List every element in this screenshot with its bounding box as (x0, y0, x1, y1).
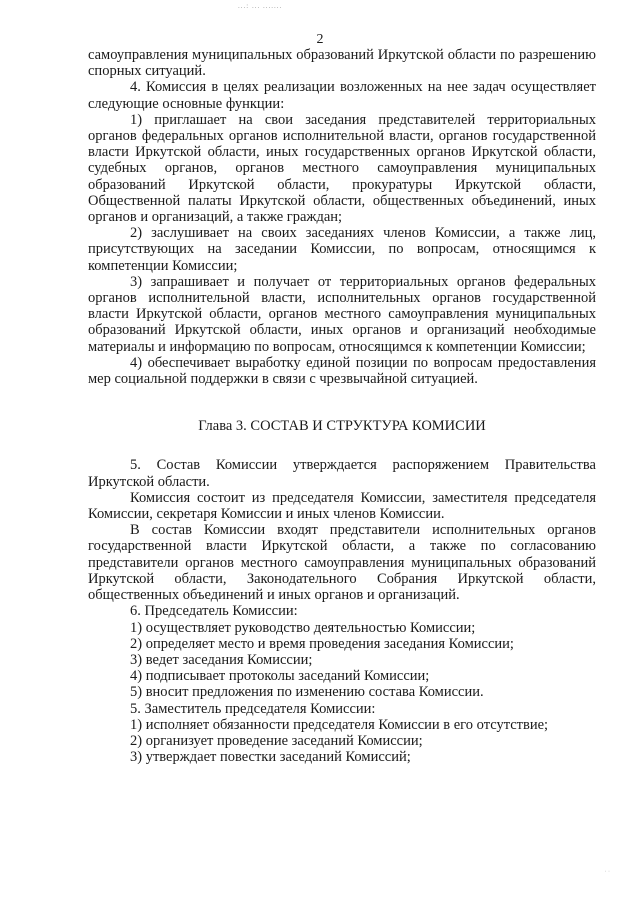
list-item: 1) исполняет обязанности председателя Комиссии в его отсутствие; (130, 716, 549, 733)
scan-speckle: · · (604, 869, 610, 875)
document-body (88, 47, 596, 765)
paragraph: 4. Комиссия в целях реализации возложенных на нее задач осуществляет следующие основные функции: (88, 79, 596, 112)
section-heading: 6. Председатель Комиссии: (130, 603, 298, 620)
list-item: 1) приглашает на свои заседания представителей территориальных органов федеральных органов исполнительной власти, органов государственной власти Иркутской области, иных государственных органов Иркутской области, судебных органов, органов местного самоуправления муниципальных образований Иркутской области, прокуратуры Иркутской области, Общественной палаты Иркутской области, общественных объединений, иных органов и организаций, а также граждан; (88, 111, 596, 226)
list-item: 2) заслушивает на своих заседаниях членов Комиссии, а также лиц, присутствующих на заседании Комиссии, по вопросам, относящимся к компетенции Комиссии; (88, 225, 596, 274)
paragraph: В состав Комиссии входят представители исполнительных органов государственной власти Иркутской области, а также по согласованию представители органов местного самоуправления муниципальных образований Иркутской области, Законодательного Собрания Иркутской области, общественных объединений и иных органов и организаций. (88, 522, 596, 604)
page-number: 2 (316, 32, 324, 47)
chapter-title: Глава 3. СОСТАВ И СТРУКТУРА КОМИСИИ (198, 418, 486, 435)
paragraph: 5. Состав Комиссии утверждается распоряжением Правительства Иркутской области. (88, 457, 596, 490)
list-item: 2) организует проведение заседаний Комиссии; (130, 732, 423, 749)
paragraph: самоуправления муниципальных образований Иркутской области по разрешению спорных ситуаций. (88, 47, 596, 80)
paragraph: Комиссия состоит из председателя Комиссии, заместителя председателя Комиссии, секретаря Комиссии и иных членов Комиссии. (88, 489, 596, 523)
section-heading: 5. Заместитель председателя Комиссии: (130, 700, 376, 717)
list-item: 3) ведет заседания Комиссии; (130, 651, 313, 668)
list-item: 4) подписывает протоколы заседаний Комиссии; (130, 668, 430, 685)
list-item: 5) вносит предложения по изменению состава Комиссии. (130, 684, 484, 701)
chair-section (88, 603, 596, 700)
list-item: 3) запрашивает и получает от территориальных органов федеральных органов исполнительной власти, исполнительных органов государственной власти Иркутской области, органов местного самоуправления муниципальных образований Иркутской области, иных органов и организаций необходимые материалы и информацию по вопросам, относящимся к компетенции Комиссии; (88, 273, 596, 355)
list-item: 2) определяет место и время проведения заседания Комиссии; (130, 635, 514, 652)
list-item: 4) обеспечивает выработку единой позиции по вопросам предоставления мер социальной поддержки в связи с чрезвычайной ситуацией. (88, 354, 596, 388)
scan-mark: ...: ... ....... (238, 2, 283, 10)
deputy-section (88, 701, 596, 766)
list-item: 1) осуществляет руководство деятельностью Комиссии; (130, 619, 476, 636)
list-item: 3) утверждает повестки заседаний Комиссий; (130, 749, 411, 766)
